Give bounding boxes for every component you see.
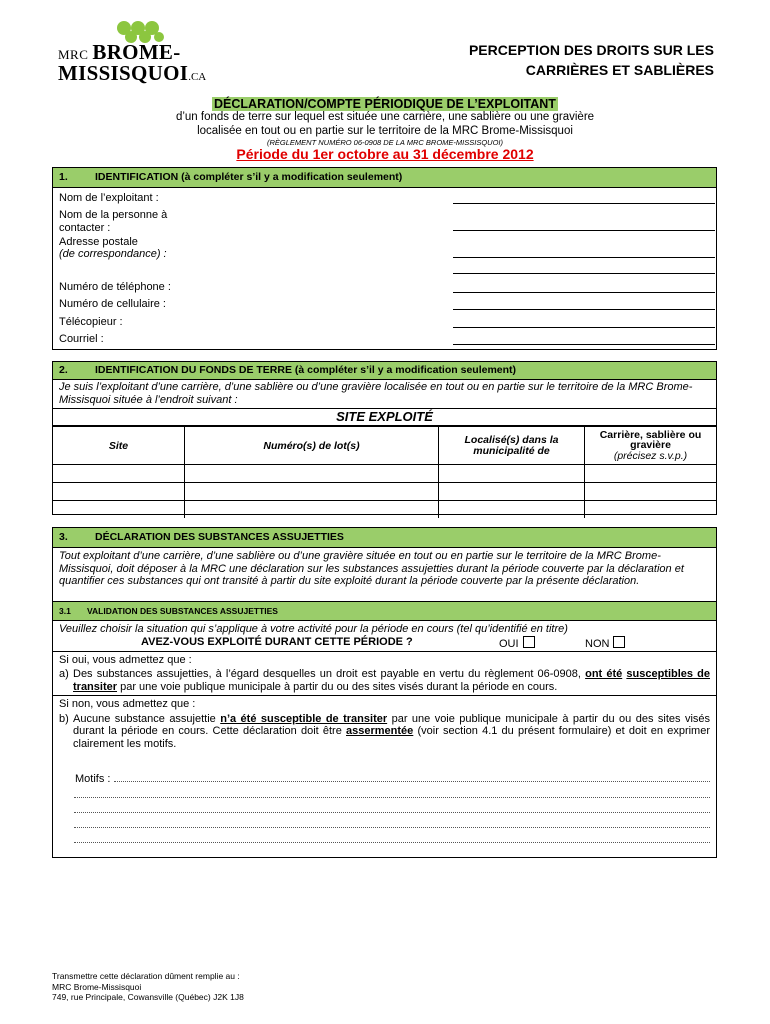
- si-non-text: Si non, vous admettez que :: [59, 698, 196, 710]
- section-substances: [52, 527, 717, 858]
- table-cell[interactable]: [185, 483, 439, 501]
- label-telephone: Numéro de téléphone :: [59, 281, 171, 293]
- col-type: [585, 427, 717, 465]
- field-contact[interactable]: [453, 230, 715, 231]
- footer-line3: 749, rue Principale, Cowansville (Québec) J2K 1J8: [52, 992, 244, 1002]
- label-contact: Nom de la personne à contacter :: [59, 209, 168, 234]
- field-courriel[interactable]: [453, 344, 715, 345]
- table-cell[interactable]: [53, 465, 185, 483]
- logo-missisquoi: MISSISQUOI: [58, 61, 189, 85]
- option-b-text2: par une voie publique municipale à partir du ou des sites visés durant la période en cours. Cette déclaration doit être: [73, 712, 711, 737]
- field-telecopieur[interactable]: [453, 327, 715, 328]
- logo-wordmark: [58, 42, 206, 84]
- col-type-note: (précisez s.v.p.): [613, 449, 688, 462]
- table-cell[interactable]: [53, 483, 185, 501]
- field-adresse-1[interactable]: [453, 257, 715, 258]
- page-title-line1: PERCEPTION DES DROITS SUR LES: [468, 42, 714, 58]
- declaration-heading: DÉCLARATION/COMPTE PÉRIODIQUE DE L’EXPLOITANT: [214, 97, 556, 111]
- page-title-line2: CARRIÈRES ET SABLIÈRES: [525, 62, 714, 78]
- field-telephone[interactable]: [453, 292, 715, 293]
- label-adresse-sub: (de correspondance) :: [59, 248, 167, 260]
- oui-checkbox[interactable]: [523, 636, 535, 648]
- section-fonds-de-terre: [52, 361, 717, 515]
- non-checkbox[interactable]: [613, 636, 625, 648]
- section3-header: 3. DÉCLARATION DES SUBSTANCES ASSUJETTIES: [53, 528, 716, 548]
- table-row: [53, 501, 716, 518]
- subsection31-header: 3.1 VALIDATION DES SUBSTANCES ASSUJETTIES: [53, 601, 716, 621]
- table-row: [53, 465, 716, 483]
- col-site: Site: [53, 427, 185, 465]
- oui-label: OUI: [499, 637, 519, 650]
- oui-option: [499, 636, 535, 651]
- period-heading: Période du 1er octobre au 31 décembre 2012: [236, 146, 534, 162]
- motifs-line[interactable]: [114, 781, 710, 782]
- section3-intro: Tout exploitant d’une carrière, d’une sablière ou d’une gravière située en tout ou en partie sur le territoire de la MRC Brome-Missisquoi, doit déposer à la MRC une déclaration sur les substances assujetties durant la période couverte par la déclaration et quantifier ces substances qui ont transité à partir du site exploité durant la période couverte par la présente déclaration.: [59, 550, 684, 587]
- section2-header: 2. IDENTIFICATION DU FONDS DE TERRE (à compléter s’il y a modification seulement): [53, 362, 716, 380]
- option-a-text1: Des substances assujetties, à l’égard desquelles un droit est payable en vertu du règlement 06-0908,: [73, 668, 581, 680]
- non-label: NON: [585, 637, 610, 650]
- option-a: [53, 668, 716, 695]
- option-b-bold1: n’a été susceptible de transiter: [220, 712, 388, 725]
- option-b-text1: Aucune substance assujettie: [73, 712, 216, 725]
- table-cell[interactable]: [53, 501, 185, 518]
- table-row: [53, 483, 716, 501]
- option-b-text3: (voir section 4.1 du présent formulaire) et doit en exprimer clairement les motifs.: [73, 725, 711, 750]
- footer-line1: Transmettre cette déclaration dûment remplie au :: [52, 971, 240, 981]
- field-adresse-2[interactable]: [453, 273, 715, 274]
- logo-brome: BROME-: [92, 40, 181, 64]
- table-cell[interactable]: [439, 483, 585, 501]
- table-cell[interactable]: [585, 465, 717, 483]
- section2-intro: Je suis l’exploitant d’une carrière, d’une sablière ou d’une gravière localisée en tout ou en partie sur le territoire de la MRC Brome-Missisquoi située à l’endroit suivant :: [59, 381, 693, 406]
- motifs-line[interactable]: [74, 842, 710, 843]
- option-b-bold2: assermentée: [346, 725, 414, 737]
- declaration-line1: d’un fonds de terre sur lequel est située une carrière, une sablière ou une gravière: [175, 111, 595, 123]
- option-b-label: b): [59, 712, 69, 725]
- question-label: AVEZ-VOUS EXPLOITÉ DURANT CETTE PÉRIODE ?: [141, 635, 413, 648]
- motifs-line[interactable]: [74, 812, 710, 813]
- col-lots: Numéro(s) de lot(s): [185, 427, 439, 465]
- label-exploitant: Nom de l’exploitant :: [59, 192, 159, 204]
- label-adresse: Adresse postale: [59, 236, 138, 248]
- site-exploite-heading: SITE EXPLOITÉ: [53, 408, 716, 426]
- footer-line2: MRC Brome-Missisquoi: [52, 981, 142, 992]
- motifs-line[interactable]: [74, 797, 710, 798]
- reglement-reference: (RÈGLEMENT NUMÉRO 06-0908 DE LA MRC BROME-MISSISQUOI): [266, 138, 503, 147]
- page-title: [354, 40, 714, 80]
- table-cell[interactable]: [585, 501, 717, 518]
- col-localise: Localisé(s) dans la municipalité de: [439, 427, 585, 465]
- logo-ca: .CA: [188, 71, 207, 83]
- section-identification: [52, 167, 717, 350]
- question-row: [53, 636, 716, 651]
- declaration-line2: localisée en tout ou en partie sur le territoire de la MRC Brome-Missisquoi: [197, 125, 573, 137]
- table-cell[interactable]: [585, 483, 717, 501]
- label-telecopieur: Télécopieur :: [59, 316, 123, 328]
- site-table: [53, 426, 716, 518]
- table-cell[interactable]: [439, 501, 585, 518]
- field-cellulaire[interactable]: [453, 309, 715, 310]
- option-a-text2: par une voie publique municipale à partir du ou des sites visés durant la période en cours.: [120, 680, 558, 693]
- option-a-bold1: ont été: [585, 668, 623, 680]
- motifs-label: Motifs :: [75, 773, 111, 785]
- col-type-label: Carrière, sablière ou gravière: [599, 428, 702, 452]
- si-oui-text: Si oui, vous admettez que :: [59, 653, 192, 666]
- option-a-label: a): [59, 668, 69, 680]
- label-cellulaire: Numéro de cellulaire :: [59, 298, 166, 310]
- footer: [52, 971, 244, 1003]
- table-cell[interactable]: [185, 465, 439, 483]
- table-cell[interactable]: [185, 501, 439, 518]
- table-cell[interactable]: [439, 465, 585, 483]
- logo-mrc: MRC: [58, 47, 89, 62]
- option-a-bold2: susceptibles de transiter: [73, 668, 710, 693]
- label-courriel: Courriel :: [59, 333, 104, 345]
- non-option: [585, 636, 625, 651]
- option-b: [53, 713, 716, 753]
- field-exploitant[interactable]: [453, 203, 715, 204]
- motifs-line[interactable]: [74, 827, 710, 828]
- choose-situation: Veuillez choisir la situation qui s’applique à votre activité pour la période en cours (tel qu’identifié en titre): [59, 623, 568, 635]
- section1-header: 1. IDENTIFICATION (à compléter s’il y a modification seulement): [53, 168, 716, 188]
